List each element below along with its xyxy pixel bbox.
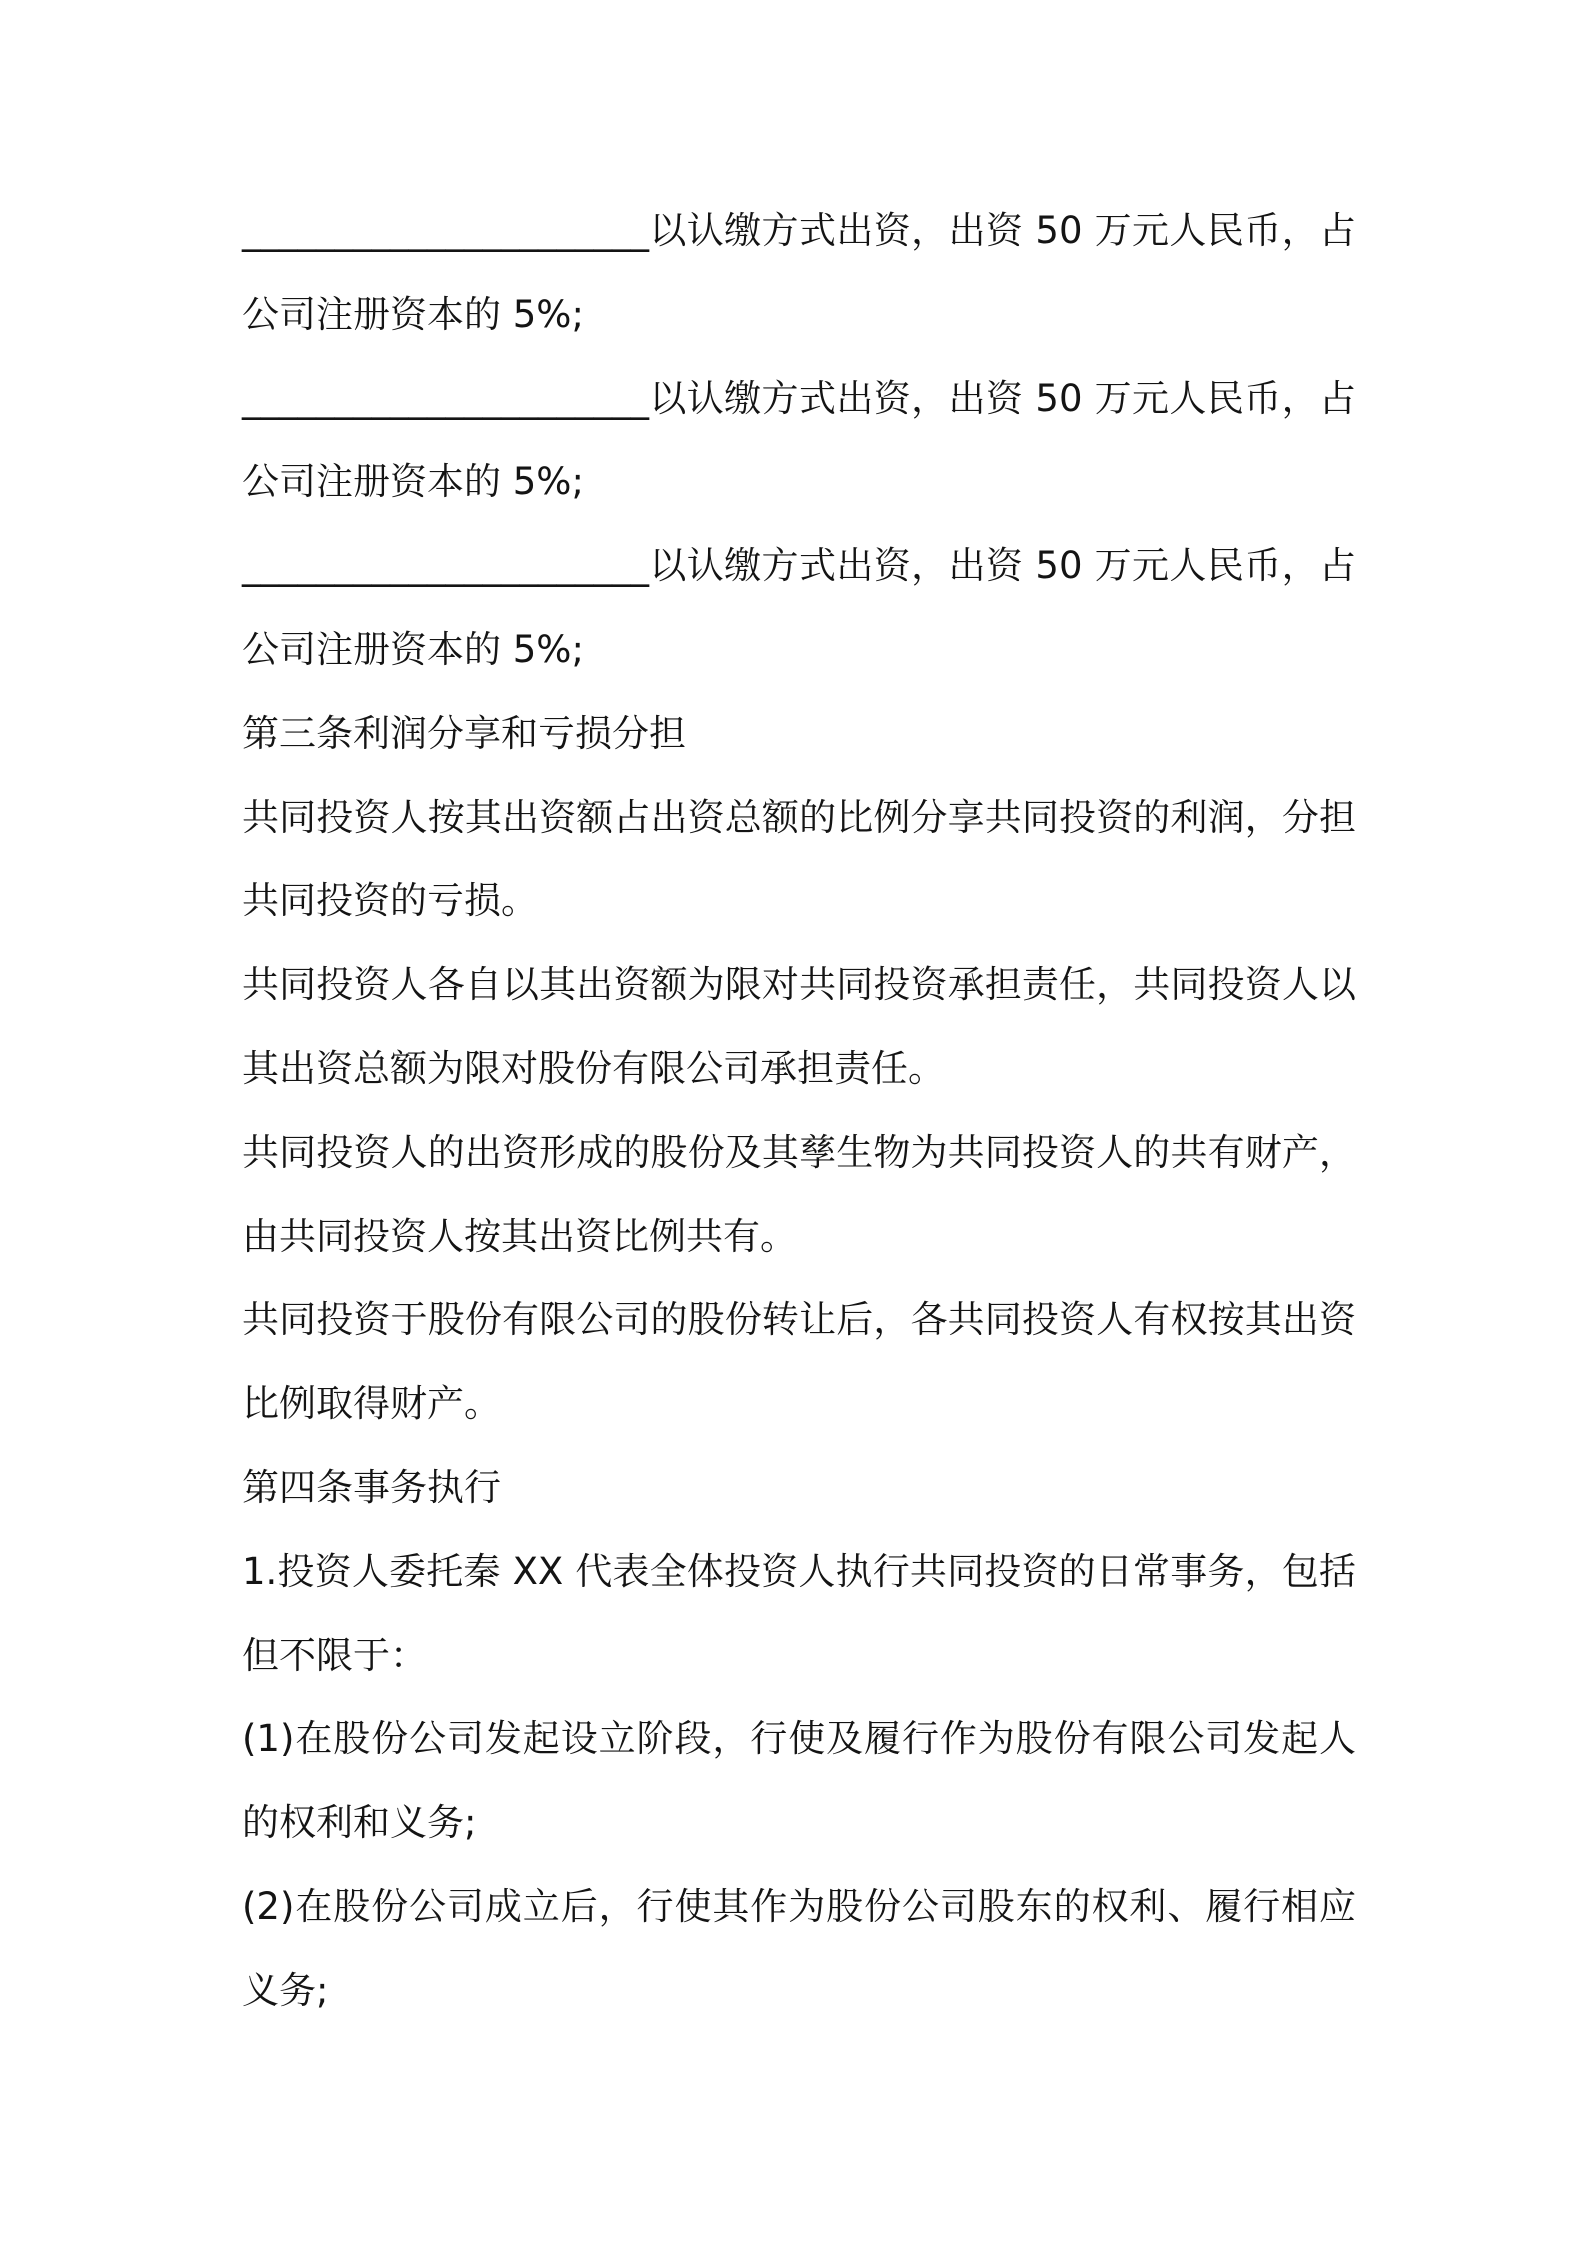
- text-line: 但不限于：: [242, 1633, 427, 1677]
- paragraph-subscription-1: [242, 189, 1356, 357]
- document-body: [242, 189, 1356, 2033]
- text-line: 其出资总额为限对股份有限公司承担责任。: [242, 1046, 945, 1090]
- paragraph-joint-property: [242, 1111, 1356, 1279]
- text-line: 共同投资人的出资形成的股份及其孳生物为共同投资人的共有财产，: [242, 1130, 1356, 1174]
- section-heading-text: 第三条利润分享和亏损分担: [242, 711, 686, 755]
- paragraph-share-transfer: [242, 1278, 1356, 1446]
- section-heading-text: 第四条事务执行: [242, 1465, 501, 1509]
- section-heading-article-4: [242, 1446, 1356, 1530]
- paragraph-delegation: [242, 1530, 1356, 1698]
- text-line: 共同投资的亏损。: [242, 879, 538, 923]
- text-line: ______________________以认缴方式出资，出资 50 万元人民币，占: [242, 376, 1356, 420]
- paragraph-subscription-2: [242, 357, 1356, 525]
- section-heading-article-3: [242, 692, 1356, 776]
- text-line: 的权利和义务;: [242, 1801, 477, 1845]
- text-line: 公司注册资本的 5%;: [242, 460, 584, 504]
- text-line: ______________________以认缴方式出资，出资 50 万元人民币，占: [242, 209, 1356, 252]
- text-line: (1)在股份公司发起设立阶段，行使及履行作为股份有限公司发起人: [242, 1717, 1356, 1761]
- text-line: ______________________以认缴方式出资，出资 50 万元人民币，占: [242, 544, 1356, 588]
- paragraph-item-1: [242, 1697, 1356, 1865]
- paragraph-profit-sharing: [242, 776, 1356, 944]
- paragraph-liability: [242, 943, 1356, 1111]
- text-line: 共同投资人各自以其出资额为限对共同投资承担责任，共同投资人以: [242, 963, 1356, 1007]
- text-line: 比例取得财产。: [242, 1382, 501, 1426]
- text-line: 共同投资人按其出资额占出资总额的比例分享共同投资的利润，分担: [242, 795, 1356, 839]
- text-line: (2)在股份公司成立后，行使其作为股份公司股东的权利、履行相应: [242, 1884, 1356, 1928]
- text-line: 1.投资人委托秦 XX 代表全体投资人执行共同投资的日常事务，包括: [242, 1549, 1356, 1593]
- text-line: 义务;: [242, 1968, 329, 2012]
- text-line: 共同投资于股份有限公司的股份转让后，各共同投资人有权按其出资: [242, 1298, 1356, 1342]
- text-line: 由共同投资人按其出资比例共有。: [242, 1214, 797, 1258]
- paragraph-subscription-3: [242, 524, 1356, 692]
- paragraph-item-2: [242, 1865, 1356, 2033]
- text-line: 公司注册资本的 5%;: [242, 627, 584, 671]
- text-line: 公司注册资本的 5%;: [242, 292, 584, 336]
